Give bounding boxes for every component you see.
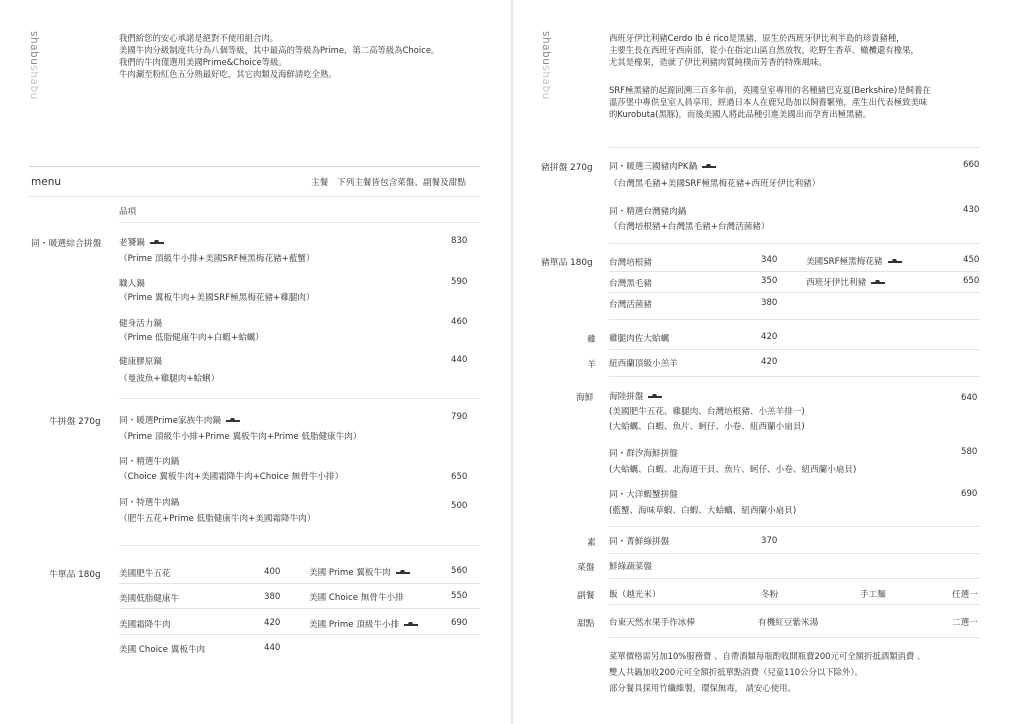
menu-item-desc: (大蛤蠣、白蝦、魚片、蚵仔、小卷、紐西蘭小扇貝)	[609, 422, 805, 432]
category-seafood: 海鮮	[576, 393, 594, 403]
divider	[119, 608, 480, 609]
divider	[119, 634, 480, 635]
menu-item-price: 420	[761, 357, 778, 367]
menu-item-name: 同・菁鮮綠拼盤	[609, 537, 670, 547]
menu-item-price: 830	[451, 236, 468, 246]
menu-item-price: 790	[451, 412, 468, 422]
menu-item-desc: （Prime 頂級牛小排+美國SRF極黑梅花豬+藍蟹）	[119, 254, 315, 264]
category-pork-single: 豬單品 180g	[541, 258, 593, 268]
menu-item-price: 650	[963, 276, 980, 286]
dessert-option: 台東天然水果手作冰棒	[609, 618, 695, 628]
menu-item-price: 660	[963, 160, 980, 170]
intro-iberico: 西班牙伊比利豬Cerdo Ib é rico是黑豬，原生於西班牙伊比利半島的珍貴豬種， 主要生長在西班牙西南部，從小在指定山區自然放牧，吃野生香草、橄欖還有橡果， 尤其是橡果，造就了伊比利豬肉質純樸而芳香的特殊風味。	[609, 33, 919, 67]
category-vegetarian: 素	[587, 538, 596, 548]
menu-item-price: 450	[963, 255, 980, 265]
footer-notes: 菜單價格需另加10%服務費 、自帶酒類每瓶酌收開瓶費200元可全額折抵酒類消費 、 雙人共鍋加收200元可全額折抵單點消費（兒童110公分以下除外）。 部分餐具採用竹纖維製，環保無毒， 請安心使用。	[609, 651, 926, 693]
menu-item-desc: （肥牛五花+Prime 低脂健康牛肉+美國霜降牛肉）	[119, 514, 316, 524]
items-header: 品項	[119, 207, 137, 217]
menu-item-name: 鮮綠蔬菜盤	[609, 562, 652, 572]
menu-item-price: 420	[264, 618, 281, 628]
menu-item-name: 美國霜降牛肉	[119, 620, 171, 630]
recommend-icon	[870, 278, 886, 288]
menu-item-desc: （台灣黑毛豬+美國SRF極黑梅花豬+西班牙伊比利豬）	[609, 179, 821, 189]
category-lamb: 羊	[587, 360, 596, 370]
menu-item-name: 海陸拼盤	[609, 390, 663, 402]
menu-item-price: 640	[961, 393, 978, 403]
menu-item-price: 560	[451, 566, 468, 576]
recommend-icon	[887, 257, 903, 267]
menu-item-desc: (大蛤蠣、白蝦、北海道干貝、魚片、蚵仔、小卷、紐西蘭小扇貝)	[609, 465, 857, 475]
divider	[609, 578, 980, 579]
menu-item-price: 350	[761, 276, 778, 286]
menu-item-price: 440	[451, 355, 468, 365]
divider	[609, 271, 980, 272]
choice-rule: 二選一	[952, 618, 978, 628]
menu-item-name: 同・群汐海鮮拼盤	[609, 449, 678, 459]
menu-item-price: 500	[451, 501, 468, 511]
category-dessert: 甜點	[577, 619, 595, 629]
menu-item-name: 台灣培根豬	[609, 258, 652, 268]
menu-item-desc: （曼波魚+雞腿肉+蛤蜊）	[119, 374, 220, 384]
menu-item-price: 590	[451, 277, 468, 287]
menu-item-name: 台灣黑毛豬	[609, 279, 652, 289]
menu-item-desc: （台灣培根豬+台灣黑毛豬+台灣活菌豬）	[609, 222, 770, 232]
side-option: 飯（越光米）	[609, 590, 661, 600]
category-beef-single: 牛單品 180g	[49, 570, 101, 580]
menu-item-desc: （Prime 低脂健康牛肉+白蝦+蛤蠣）	[119, 333, 264, 343]
menu-item-price: 430	[963, 205, 980, 215]
category-chicken: 雞	[587, 335, 596, 345]
divider	[609, 376, 980, 377]
menu-item-name: 同・暖選Prime家族牛肉鍋	[119, 414, 241, 426]
intro-srf: SRF極黑豬的起源回溯三百多年前，英國皇室專用的名種豬巴克夏(Berkshire)是飼養在 溫莎堡中專供皇室人員享用，經過日本人在鹿兒島加以飼養繁殖，產生出代表極致美味 的Kurobuta(黑豚)，而後美國人將此品種引進美國出而孕育出極黑豬。	[609, 85, 931, 119]
menu-item-name: 同・特選牛肉鍋	[119, 498, 180, 508]
menu-item-name: 紐西蘭頂級小羔羊	[609, 359, 678, 369]
divider	[29, 166, 480, 167]
brand-logo: shabushabu	[540, 31, 552, 100]
divider	[609, 637, 980, 638]
recommend-icon	[403, 620, 419, 630]
brand-logo: shabushabu	[28, 31, 40, 100]
menu-item-name: 老饕鍋	[119, 236, 165, 248]
menu-item-price: 650	[451, 472, 468, 482]
menu-item-name: 同・暖選三國豬肉PK鍋	[609, 160, 717, 172]
divider	[609, 319, 980, 320]
divider	[29, 196, 480, 197]
recommend-icon	[395, 568, 411, 578]
divider	[609, 553, 980, 554]
menu-item-name: 台灣活菌豬	[609, 300, 652, 310]
menu-item-price: 340	[761, 255, 778, 265]
menu-item-name: 雞腿肉佐大蛤蠣	[609, 334, 670, 344]
menu-item-desc: (藍蟹、海味草蝦、白蝦、大蛤蠣、紐西蘭小扇貝)	[609, 506, 797, 516]
divider	[609, 349, 980, 350]
menu-item-desc: (美國肥牛五花、雞腿肉、台灣培根豬、小羔羊排一)	[609, 407, 805, 417]
menu-item-name: 美國 Prime 頂級牛小排	[309, 618, 419, 630]
recommend-icon	[225, 416, 241, 426]
category-pork-platter: 豬拼盤 270g	[541, 163, 593, 173]
recommend-icon	[647, 392, 663, 402]
menu-heading: menu	[31, 176, 61, 188]
menu-item-name: 職人鍋	[119, 279, 145, 289]
main-course-label: 主餐	[311, 178, 329, 188]
divider	[609, 292, 980, 293]
divider	[119, 545, 480, 546]
menu-item-price: 400	[264, 567, 281, 577]
menu-item-name: 美國 Choice 無骨牛小排	[309, 593, 404, 603]
right-menu-page	[513, 0, 1024, 724]
category-combo: 同・暖選綜合拼盤	[31, 239, 102, 249]
menu-item-name: 同・精選台灣豬肉鍋	[609, 207, 687, 217]
menu-item-price: 370	[761, 536, 778, 546]
menu-item-desc: （Prime 翼板牛肉+美國SRF極黑梅花豬+雞腿肉）	[119, 293, 315, 303]
side-option: 手工麵	[860, 590, 886, 600]
divider	[119, 398, 480, 399]
category-veg-plate: 菜盤	[577, 563, 595, 573]
menu-item-price: 690	[961, 489, 978, 499]
intro-text: 我們給您的安心承諾是絕對不使用組合肉。 美國牛肉分級制度共分為八個等級，其中最高的等級為Prime，第二高等級為Choice。 我們的牛肉僅選用美國Prime&Choice等級。 牛肉涮至粉紅色五分熟最好吃，其它肉類及海鮮請吃全熟。	[119, 33, 440, 79]
menu-item-price: 440	[264, 643, 281, 653]
category-beef-platter: 牛拼盤 270g	[49, 417, 101, 427]
menu-item-name: 美國 Choice 翼板牛肉	[119, 645, 206, 655]
menu-item-price: 460	[451, 317, 468, 327]
divider	[609, 147, 980, 148]
menu-item-name: 健身活力鍋	[119, 319, 162, 329]
category-side: 副餐	[577, 591, 595, 601]
menu-item-name: 美國低脂健康牛	[119, 594, 180, 604]
menu-item-name: 西班牙伊比利豬	[806, 276, 886, 288]
divider	[119, 583, 480, 584]
menu-item-name: 健康膠原鍋	[119, 357, 162, 367]
menu-item-name: 同・大洋蝦蟹拼盤	[609, 490, 678, 500]
divider	[609, 243, 980, 244]
menu-item-price: 550	[451, 591, 468, 601]
menu-item-name: 美國肥牛五花	[119, 569, 171, 579]
choice-rule: 任選一	[952, 590, 978, 600]
menu-item-name: 同・精選牛肉鍋	[119, 457, 180, 467]
menu-item-name: 美國SRF極黑梅花豬	[806, 255, 903, 267]
menu-item-price: 380	[761, 298, 778, 308]
recommend-icon	[149, 238, 165, 248]
left-menu-page	[0, 0, 511, 724]
recommend-icon	[701, 162, 717, 172]
side-option: 冬粉	[761, 590, 779, 600]
menu-item-desc: （Prime 頂級牛小排+Prime 翼板牛肉+Prime 低脂健康牛肉）	[119, 432, 362, 442]
menu-item-name: 美國 Prime 翼板牛肉	[309, 566, 411, 578]
menu-item-price: 690	[451, 618, 468, 628]
main-course-note: 下列主餐皆包含菜盤、副餐及甜點	[337, 178, 466, 188]
divider	[609, 604, 980, 605]
dessert-option: 有機紅豆紫米湯	[758, 618, 819, 628]
divider	[609, 526, 980, 527]
menu-item-price: 420	[761, 332, 778, 342]
menu-item-price: 580	[961, 447, 978, 457]
menu-item-desc: （Choice 翼板牛肉+美國霜降牛肉+Choice 無骨牛小排）	[119, 472, 344, 482]
divider	[119, 222, 480, 223]
menu-item-price: 380	[264, 592, 281, 602]
